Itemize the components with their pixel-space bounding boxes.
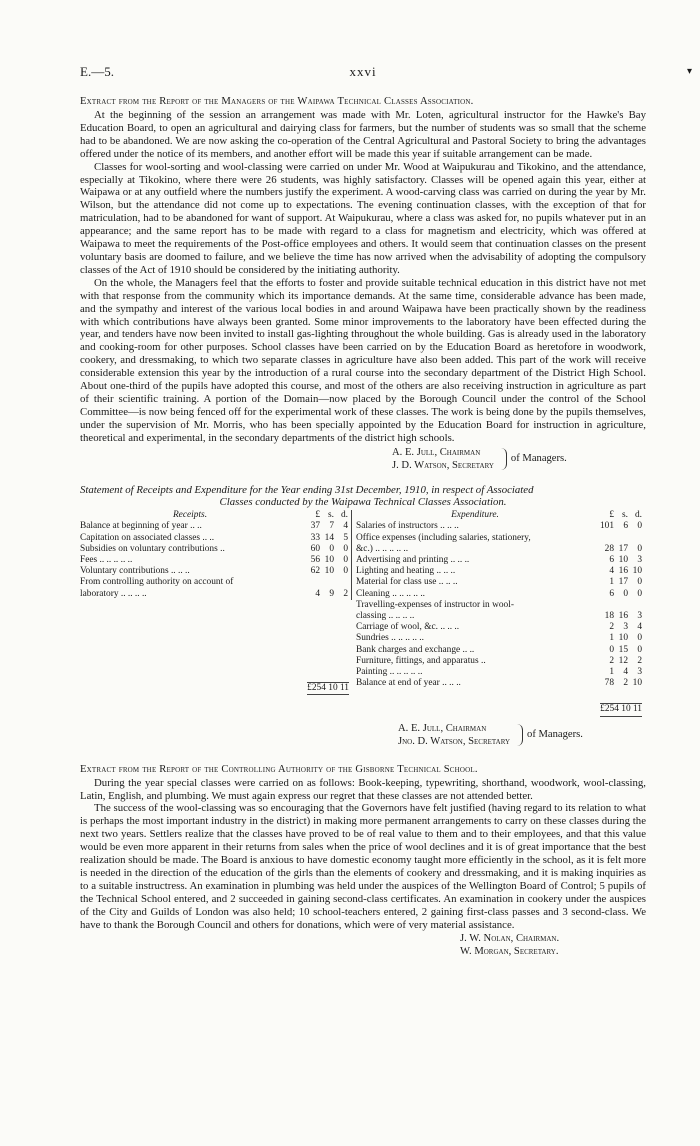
ledger-row: [80, 544, 352, 555]
signatory-chairman: J. W. Nolan, Chairman.: [460, 933, 560, 945]
ledger-amount: [594, 544, 642, 555]
amount-pounds: 6: [609, 554, 614, 565]
amount-pence: 5: [343, 532, 348, 543]
ledger-row: [80, 533, 352, 544]
amount-pounds: 60: [310, 543, 320, 554]
amount-shillings: 0: [623, 588, 628, 599]
margin-mark-icon: ▾: [686, 66, 692, 77]
amount-pence: 0: [637, 644, 642, 655]
ledger-item: Painting .. .. .. .. ..: [356, 667, 423, 677]
amount-shillings: 4: [623, 667, 628, 677]
amount-pence: [628, 600, 642, 611]
ledger-item: &c.) .. .. .. .. ..: [356, 543, 409, 554]
amount-pounds: 2: [609, 622, 614, 633]
ledger-amount: [300, 533, 352, 544]
ledger-item: Cleaning .. .. .. .. ..: [356, 588, 426, 599]
ledger-row: [80, 566, 352, 577]
paragraph: During the year special classes were carried on as follows: Book-keeping, typewriting, shorthand, woodwork, wool-classing, Latin, English, and plumbing. We must again express our regret that these classes are not attended better.: [80, 776, 646, 802]
ledger-item: Sundries .. .. .. .. ..: [356, 633, 424, 644]
amount-pounds: 1: [609, 577, 614, 588]
amount-pounds: 78: [604, 678, 614, 689]
ledger-row: [352, 622, 642, 633]
signature-block-managers: [392, 446, 646, 472]
amount-shillings: 16: [618, 566, 628, 577]
ledger-table: [80, 510, 646, 716]
amount-pounds: [302, 577, 320, 588]
amount-shillings: 9: [329, 588, 334, 599]
amount-pence: 2: [637, 655, 642, 666]
amount-shillings: 10: [324, 554, 334, 565]
expenditure-header: Expenditure. £ s. d.: [451, 510, 642, 521]
signatory-suffix: of Managers.: [527, 729, 583, 741]
paragraph: On the whole, the Managers feel that the efforts to foster and provide suitable technical education in this district have not met with that response from the community which its importance demands. At the same time, considerable advance has been made, and the sympathy and interest of the various local bodies in and around Waipawa have been practically shown by the readiness with which contributions have always been granted. Some minor improvements to the laboratory have been effected during the year, and tenders have now been invited to install gas-lighting throughout the whole building. Gas is already used in the laboratory and cooking-room for other purposes. School classes have been carried on by the Education Board as heretofore in woodwork, cookery, and dressmaking, to which two separate classes in agriculture have also been added. This part of the work will receive considerable extension this year by the introduction of a rural course into the secondary department of the District High School. About one-third of the pupils have adopted this course, and most of the others are also receiving instruction in agriculture as part of their scientific training. A portion of the Domain—now placed by the Borough Council under the control of the School Committee—is now being fenced off for the experimental work of these classes. The work is being done by the pupils themselves, under the supervision of Mr. Morris, who has been specially appointed by the Education Board for instruction in agriculture, theoretical and experimental, in the secondary departments of the district high schools.: [80, 276, 646, 444]
expenditure-total-row: [352, 703, 642, 716]
amount-pence: 4: [637, 622, 642, 633]
amount-pence: 0: [637, 633, 642, 644]
signatory-secretary: Jno. D. Watson, Secretary: [398, 735, 511, 747]
signatory-chairman: A. E. Jull, Chairman: [392, 446, 481, 458]
paragraph: Classes for wool-sorting and wool-classing were carried on under Mr. Wood at Waipukurau and Tikokino, and the attendance, especially at Tikokino, where there were 26 students, was highly satisfactory. Classes will be opened again this year, either at Waipawa or at any outfield where the numbers justify the experiment. A wood-carving class was carried on during the year by Mr. Wilson, but the attendance did not come up to expectations. The evening continuation classes, with the exception of that for matriculation, had to be abandoned for want of support. At Waipukurau, where a class was asked for, no pupils whatever put in an appearance; and the same report has to be made with regard to a class for magnetism and electricity, which was offered at Waipawa to meet the requirements of the Post-office employees and others. It would seem that continuation classes on the present voluntary basis are doomed to failure, and we believe the time has now arrived when the advisability of adopting the compulsory classes of the Act of 1910 should be considered by the initiating authority.: [80, 160, 646, 276]
ledger-item: Carriage of wool, &c. .. .. ..: [356, 622, 460, 633]
amount-shillings: 14: [324, 532, 334, 543]
ledger-amount: [300, 566, 352, 577]
ledger-row: [80, 555, 352, 566]
amount-pence: 0: [637, 577, 642, 588]
amount-pounds: 4: [609, 566, 614, 577]
ledger-row: [352, 521, 642, 532]
amount-pence: 4: [343, 521, 348, 532]
amount-pounds: 33: [310, 532, 320, 543]
amount-shillings: 0: [329, 543, 334, 554]
statement-title-line2: Classes conducted by the Waipawa Technical Classes Association.: [219, 496, 507, 509]
ledger-row: [352, 589, 642, 600]
section-heading-waipawa: Extract from the Report of the Managers of the Waipawa Technical Classes Association.: [80, 96, 474, 107]
ledger-row: [352, 533, 642, 544]
ledger-amount: [300, 589, 352, 600]
ledger-row: [352, 633, 642, 644]
amount-pounds: [596, 533, 614, 544]
amount-pounds: 6: [609, 588, 614, 599]
ledger-amount: [594, 622, 642, 633]
ledger-item: Subsidies on voluntary contributions ..: [80, 543, 225, 554]
ledger-amount: [300, 577, 352, 588]
expenditure-column: [352, 510, 642, 716]
amount-pence: 0: [343, 566, 348, 577]
ledger-amount: [594, 645, 642, 656]
ledger-row: [352, 566, 642, 577]
amount-shillings: [320, 577, 334, 588]
signatory-secretary: W. Morgan, Secretary.: [460, 945, 559, 957]
amount-pounds: 1: [609, 667, 614, 677]
amount-pounds: 62: [310, 566, 320, 577]
ledger-item: Furniture, fittings, and apparatus ..: [356, 655, 486, 666]
brace: [514, 724, 523, 746]
ledger-item: Bank charges and exchange .. ..: [356, 644, 475, 655]
amount-pence: [628, 533, 642, 544]
amount-shillings: 6: [623, 521, 628, 532]
signatory-suffix: of Managers.: [510, 453, 567, 465]
ledger-row: [352, 656, 642, 667]
ledger-amount: [594, 667, 642, 678]
amount-pence: 0: [343, 554, 348, 565]
ledger-row: [352, 544, 642, 555]
paragraph: The success of the wool-classing was so encouraging that the Governors have felt justified (having regard to its relation to what is perhaps the most important industry in the district) in making more permanent arrangements to carry on these classes during the next two years. Settlers realize that the classes have proved to be of real value to them and to their employees, and that this value would be even more apparent in their returns from sales when the price of wool declines and it is of great importance that the best realization should be made. The Board is anxious to have domestic economy taught more efficiently in the school, as it is felt more is needed in the direction of the education of the girls than the elements of cookery and dressmaking, and it is making inquiries as to a suitable instructress. An examination in plumbing was held under the auspices of the Wellington Board of Control; 5 pupils of the Technical School entered, and 2 succeeded in gaining second-class certificates. An examination in cookery under the auspices of the City and Guilds of London was also held; 10 school-teachers entered, 2 gaining first-class passes and 3 second-class. We have to thank the Borough Council and others for donations, which were of very material assistance.: [80, 802, 646, 931]
amount-shillings: 16: [618, 610, 628, 621]
ledger-item: From controlling authority on account of: [80, 577, 234, 588]
amount-pounds: 2: [609, 655, 614, 666]
signatory-chairman: A. E. Jull, Chairman: [398, 722, 487, 734]
amount-shillings: 12: [618, 655, 628, 666]
amount-pounds: 1: [609, 633, 614, 644]
ledger-item: Advertising and printing .. .. ..: [356, 554, 470, 565]
amount-shillings: 7: [329, 521, 334, 532]
ledger-amount: [594, 656, 642, 667]
ledger-item: Capitation on associated classes .. ..: [80, 532, 215, 543]
amount-pence: 3: [637, 554, 642, 565]
amount-pence: 3: [637, 610, 642, 621]
amount-pounds: 56: [310, 554, 320, 565]
ledger-row: [352, 600, 642, 611]
amount-pounds: 101: [599, 521, 614, 532]
amount-shillings: 10: [618, 633, 628, 644]
ledger-amount: [594, 633, 642, 644]
ledger-row: [80, 589, 352, 600]
amount-shillings: [614, 600, 628, 611]
ledger-item: classing .. .. .. ..: [356, 610, 415, 621]
amount-shillings: 2: [623, 678, 628, 689]
ledger-amount: [300, 555, 352, 566]
ledger-row: [352, 577, 642, 588]
section-heading-gisborne: Extract from the Report of the Controlling Authority of the Gisborne Technical School.: [80, 763, 478, 775]
receipts-total-row: [80, 682, 352, 695]
ledger-amount: [594, 600, 642, 611]
amount-pounds: [596, 600, 614, 611]
ledger-amount: [594, 611, 642, 622]
signature-block-gisborne: [460, 933, 646, 958]
ledger-amount: [594, 678, 642, 689]
receipts-column: [80, 510, 352, 716]
ledger-row: [352, 678, 642, 689]
amount-pence: [334, 577, 348, 588]
ledger-row: [352, 667, 642, 678]
amount-shillings: 17: [618, 543, 628, 554]
ledger-item: Office expenses (including salaries, stationery,: [356, 532, 531, 543]
ledger-amount: [594, 589, 642, 600]
amount-pence: 0: [637, 588, 642, 599]
ledger-row: [80, 577, 352, 588]
ledger-amount: [300, 544, 352, 555]
amount-shillings: [614, 533, 628, 544]
amount-pence: 0: [343, 543, 348, 554]
amount-pounds: 0: [609, 644, 614, 655]
amount-pence: 0: [637, 521, 642, 532]
amount-pounds: 37: [310, 521, 320, 532]
amount-shillings: 17: [618, 577, 628, 588]
amount-pounds: 4: [315, 588, 320, 599]
ledger-amount: [594, 566, 642, 577]
signature-block-statement: [398, 722, 646, 748]
ledger-item: Balance at beginning of year .. ..: [80, 521, 202, 532]
report-code: E.—5.: [80, 64, 114, 79]
amount-shillings: 15: [618, 644, 628, 655]
ledger-item: Voluntary contributions .. .. ..: [80, 566, 190, 577]
ledger-amount: [594, 521, 642, 532]
ledger-item: Travelling-expenses of instructor in wool-: [356, 599, 514, 610]
amount-shillings: 10: [618, 554, 628, 565]
ledger-row: [352, 645, 642, 656]
amount-pence: 10: [632, 566, 642, 577]
amount-pence: 3: [637, 667, 642, 677]
brace: [498, 448, 507, 470]
receipts-header: Receipts. £ s. d.: [80, 510, 352, 521]
statement-title: [80, 484, 646, 510]
amount-shillings: 3: [623, 622, 628, 633]
ledger-amount: [594, 577, 642, 588]
amount-pence: 2: [343, 588, 348, 599]
amount-pounds: 28: [604, 543, 614, 554]
expenditure-total: £254 10 11: [600, 703, 642, 716]
ledger-row: [352, 555, 642, 566]
ledger-amount: [594, 533, 642, 544]
ledger-item: Balance at end of year .. .. ..: [356, 678, 461, 689]
amount-pence: 0: [637, 543, 642, 554]
amount-shillings: 10: [324, 566, 334, 577]
ledger-row: [352, 611, 642, 622]
receipts-total: £254 10 11: [307, 682, 349, 695]
page-number: xxvi: [349, 64, 377, 79]
ledger-row: [80, 521, 352, 532]
ledger-item: Lighting and heating .. .. ..: [356, 566, 456, 577]
ledger-item: laboratory .. .. .. ..: [80, 588, 147, 599]
ledger-item: Salaries of instructors .. .. ..: [356, 521, 459, 532]
ledger-amount: [594, 555, 642, 566]
amount-pounds: 18: [604, 610, 614, 621]
signatory-secretary: J. D. Watson, Secretary: [392, 459, 494, 471]
ledger-item: Material for class use .. .. ..: [356, 577, 458, 588]
paragraph: At the beginning of the session an arrangement was made with Mr. Loten, agricultural instructor for the Hawke's Bay Education Board, to open an agricultural and dairying class for farmers, but the number of students was so small that the scheme had to be abandoned. We are now asking the co-operation of the Central Agricultural and Pastoral Society to bring the advantages offered under the notice of its members, and another effort will be made this year if suitable arrangement can be made.: [80, 109, 646, 160]
statement-title-line1: Statement of Receipts and Expenditure for the Year ending 31st December, 1910, in respect of Associated: [80, 483, 534, 496]
ledger-item: Fees .. .. .. .. ..: [80, 554, 133, 565]
ledger-amount: [300, 521, 352, 532]
page-header: [80, 64, 692, 86]
amount-pence: 10: [632, 678, 642, 689]
